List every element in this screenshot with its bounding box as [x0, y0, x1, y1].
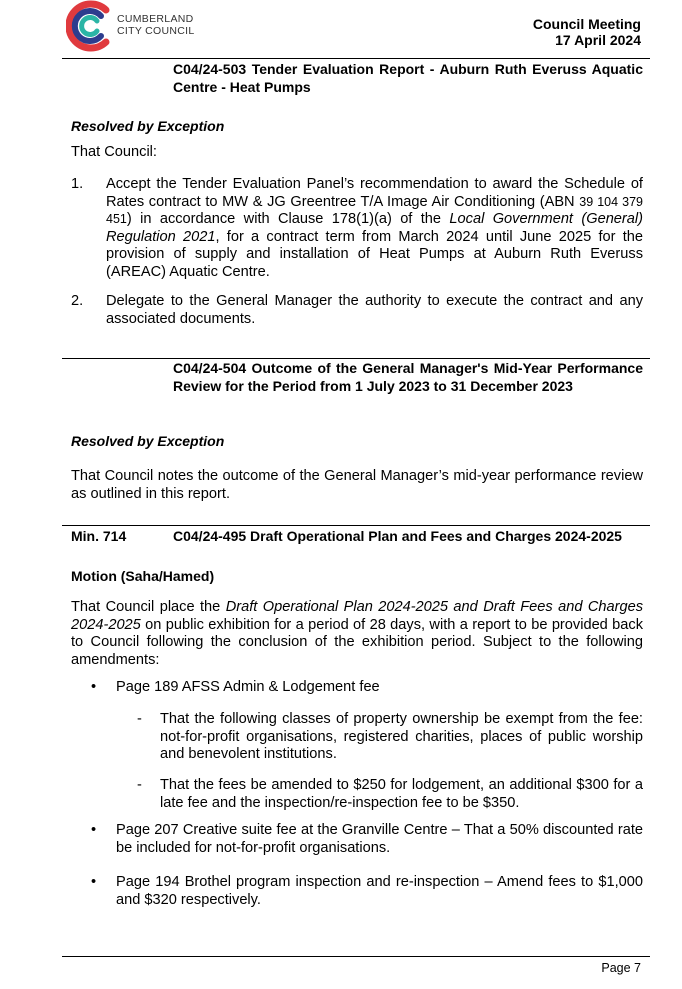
item-503-num-2: 2. [71, 293, 84, 309]
bullet-item-1: Page 189 AFSS Admin & Lodgement fee [116, 679, 380, 695]
motion-text-b: on public exhibition for a period of 28 days, with a report to be provided back to Council following the conclusion of the exhibition period. Subject to the following amendments: [71, 616, 643, 668]
item-503-para-2: Delegate to the General Manager the authority to execute the contract and any associated documents. [106, 293, 643, 327]
header-rule [62, 58, 650, 59]
item-503-para-1-c: , for a contract term from March 2024 until June 2025 for the provision of supply and installation of Heat Pumps at Auburn Ruth Everuss (AREAC) Aquatic Centre. [106, 228, 644, 280]
logo-text-line1: CUMBERLAND [117, 13, 194, 25]
council-logo [66, 0, 114, 52]
footer-rule [62, 956, 650, 957]
item-503-para-1-a: Accept the Tender Evaluation Panel’s recommendation to award the Schedule of Rates contract to MW & JG Greentree T/A Image Air Conditioning (ABN [106, 176, 643, 210]
motion-text [71, 599, 643, 669]
item-504-text: That Council notes the outcome of the General Manager’s mid-year performance review as outlined in this report. [71, 468, 643, 502]
bullet-glyph: • [91, 679, 97, 695]
item-503-para-1-b: ) in accordance with Clause 178(1)(a) of the [126, 211, 450, 228]
item-495-rule [62, 525, 650, 526]
item-503-para-1 [106, 176, 643, 282]
item-503-resolved: Resolved by Exception [71, 118, 225, 134]
item-503-num-1: 1. [71, 176, 84, 192]
logo-mark-icon [66, 0, 114, 52]
item-503-title: C04/24-503 Tender Evaluation Report - Auburn Ruth Everuss Aquatic Centre - Heat Pumps [173, 61, 643, 95]
logo-text-line2: CITY COUNCIL [117, 25, 195, 37]
item-503-act: Local Government (General) Regulation 2021 [106, 211, 644, 245]
sub-bullet-dash: - [137, 711, 142, 727]
meeting-date: 17 April 2024 [555, 32, 641, 48]
bullet-glyph: • [91, 822, 97, 838]
item-503-abn: 39 104 379 451 [106, 194, 644, 227]
motion-text-a: That Council place the [71, 599, 226, 615]
meeting-name: Council Meeting [532, 16, 641, 32]
draft-plan-title: Draft Operational Plan 2024-2025 and Draft Fees and Charges 2024-2025 [71, 599, 644, 633]
item-503-intro: That Council: [71, 144, 157, 160]
sub-bullet-item-1: That the following classes of property ownership be exempt from the fee: not-for-profit organisations, registered charities, places of public worship and benevolent institutions. [160, 711, 643, 763]
item-504-rule [62, 358, 650, 359]
item-495-title: C04/24-495 Draft Operational Plan and Fees and Charges 2024-2025 [173, 528, 622, 544]
item-504-title: C04/24-504 Outcome of the General Manager's Mid-Year Performance Review for the Period from 1 July 2023 to 31 December 2023 [173, 360, 643, 394]
minute-number: Min. 714 [71, 528, 127, 544]
page-number: Page 7 [601, 961, 641, 975]
item-504-resolved: Resolved by Exception [71, 433, 225, 449]
bullet-item-3: Page 194 Brothel program inspection and re-inspection – Amend fees to $1,000 and $320 respectively. [116, 874, 643, 908]
bullet-glyph: • [91, 874, 97, 890]
sub-bullet-dash: - [137, 777, 142, 793]
bullet-item-2: Page 207 Creative suite fee at the Granville Centre – That a 50% discounted rate be included for not-for-profit organisations. [116, 822, 643, 856]
motion-heading: Motion (Saha/Hamed) [71, 568, 215, 584]
sub-bullet-item-2: That the fees be amended to $250 for lodgement, an additional $300 for a late fee and the inspection/re-inspection fee to be $350. [160, 777, 643, 811]
